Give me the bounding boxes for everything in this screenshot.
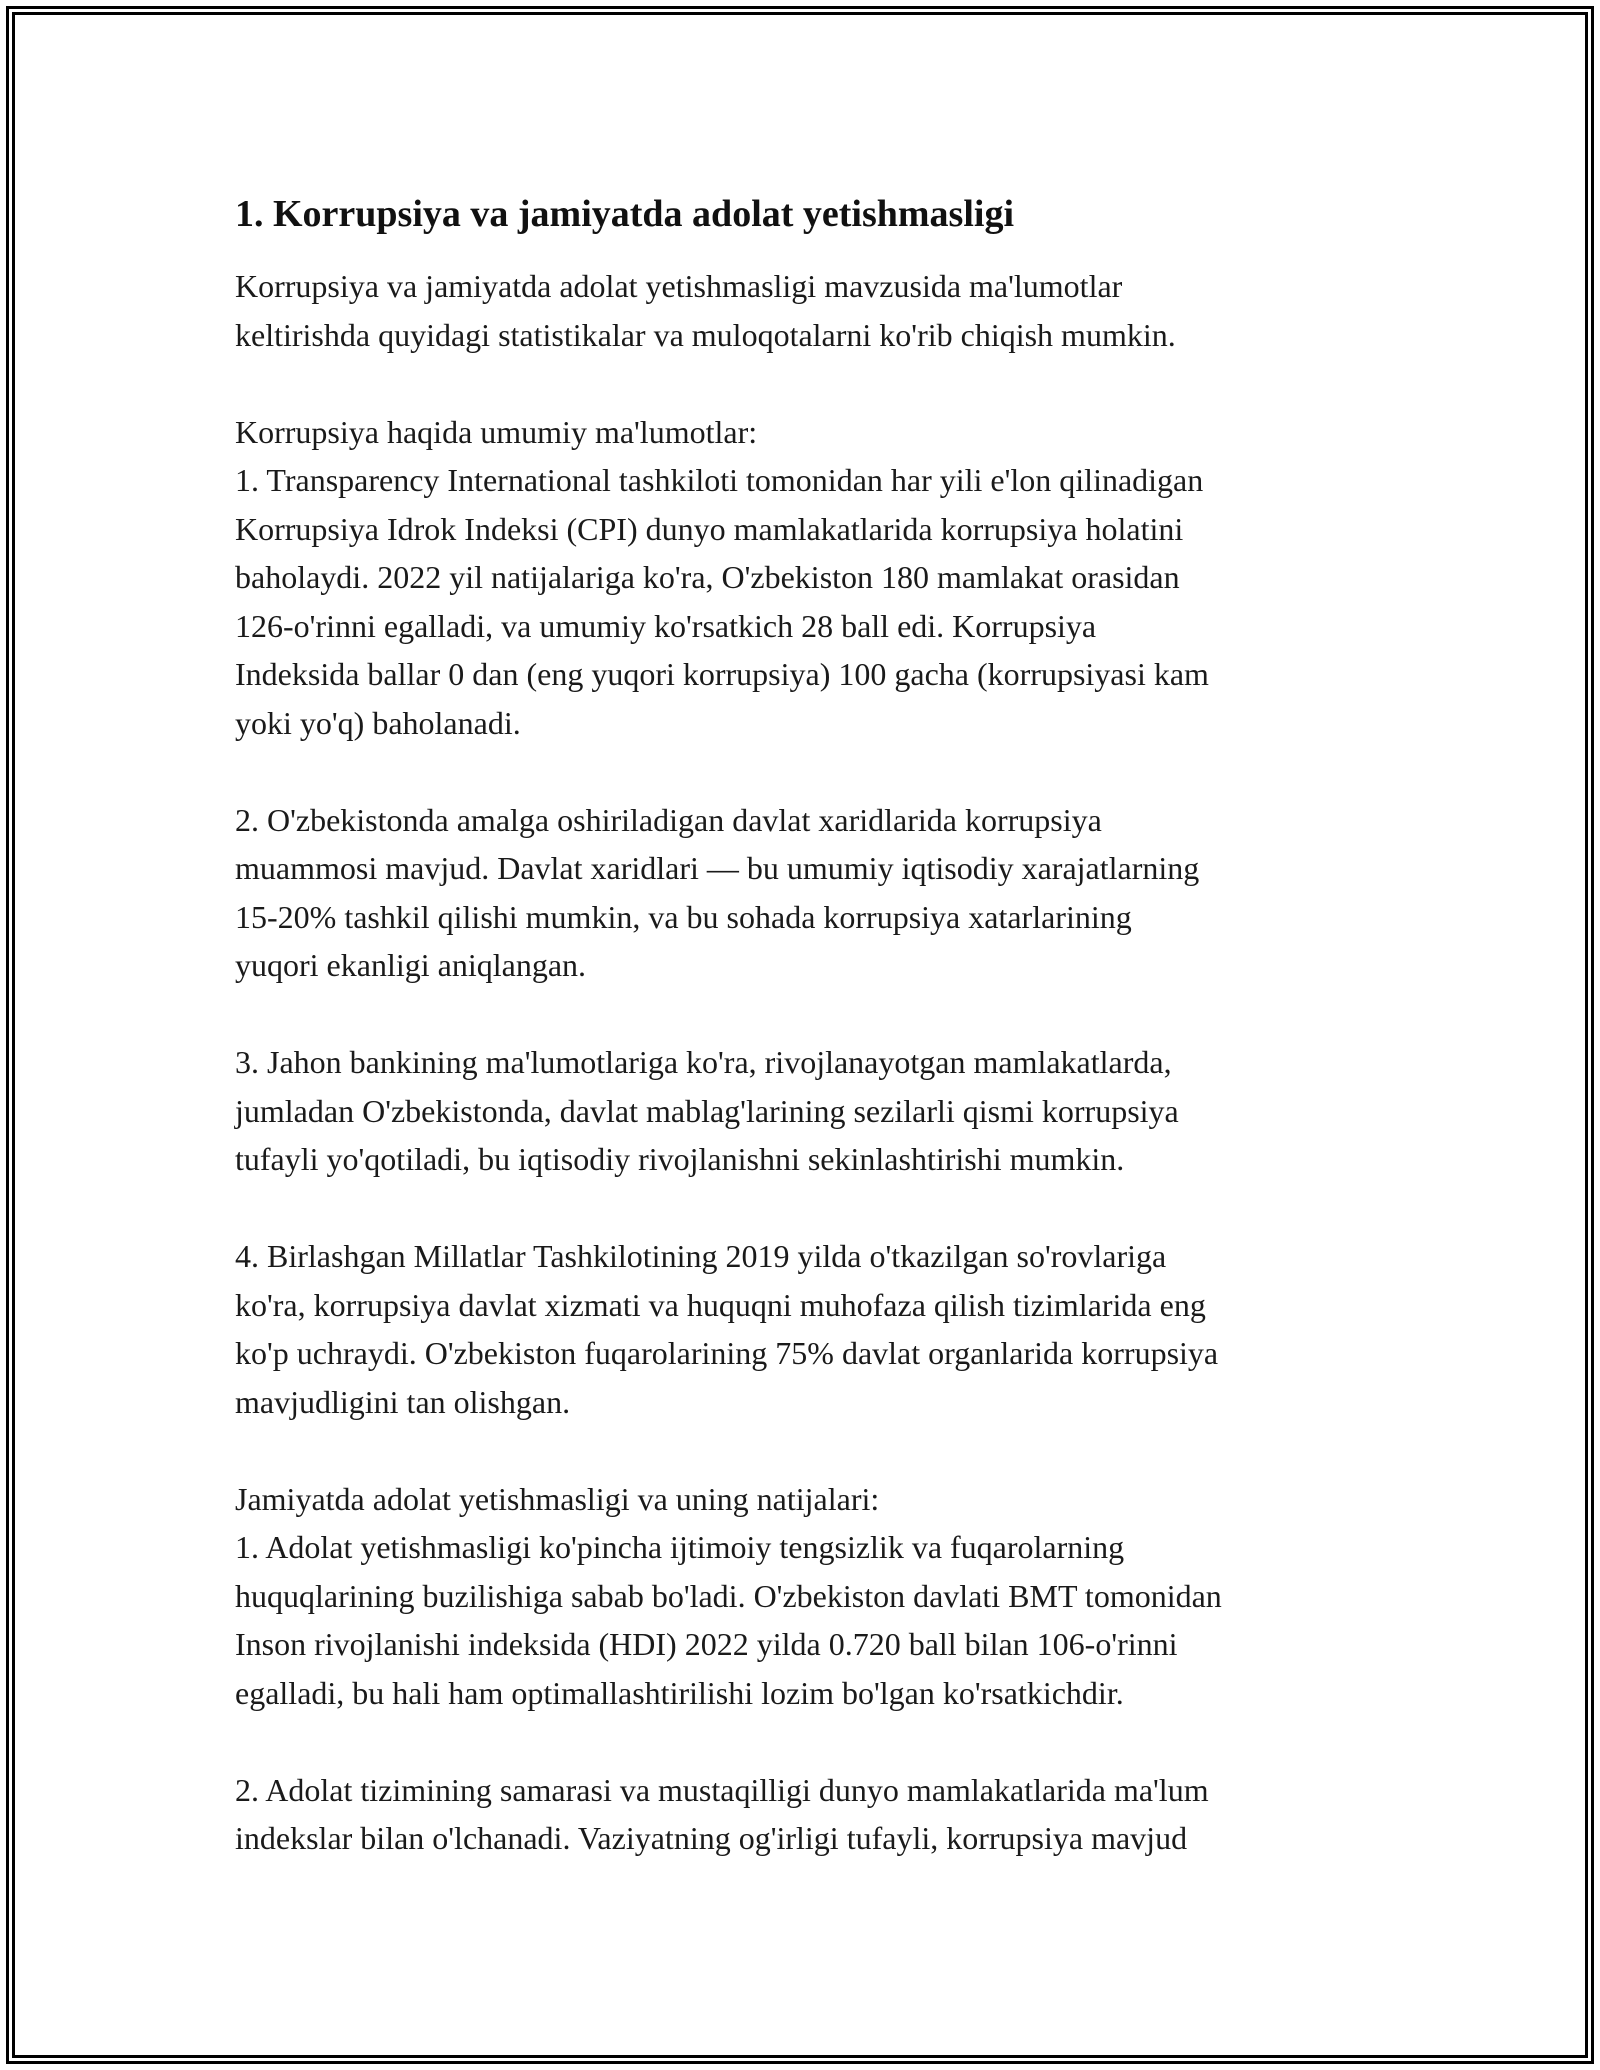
document-title: 1. Korrupsiya va jamiyatda adolat yetishmasligi [235, 193, 1015, 235]
paragraph-justice-system: 2. Adolat tizimining samarasi va mustaqilligi dunyo mamlakatlarida ma'lum indekslar bilan o'lchanadi. Vaziyatning og'irligi tufayli, korrupsiya mavjud [235, 1771, 1209, 1856]
paragraph-world-bank: 3. Jahon bankining ma'lumotlariga ko'ra, rivojlanayotgan mamlakatlarda, jumladan O'zbekistonda, davlat mablag'larining sezilarli qismi korrupsiya tufayli yo'qotiladi, bu iqtisodiy rivojlanishni sekinlashtirishi mumkin. [235, 1044, 1179, 1177]
paragraph-public-procurement: 2. O'zbekistonda amalga oshiriladigan davlat xaridlarida korrupsiya muammosi mavjud. Davlat xaridlari — bu umumiy iqtisodiy xarajatlarning 15-20% tashkil qilishi mumkin, va bu sohada korrupsiya xatarlarining yuqori ekanligi aniqlangan. [235, 801, 1200, 983]
paragraph-corruption-overview: Korrupsiya haqida umumiy ma'lumotlar: 1. Transparency International tashkiloti tomonidan har yili e'lon qilinadigan Korrupsiya Idrok Indeksi (CPI) dunyo mamlakatlarida korrupsiya holatini baholaydi. 2022 yil natijalariga ko'ra, O'zbekiston 180 mamlakat orasidan 126-o'rinni egalladi, va umumiy ko'rsatkich 28 ball edi. Korrupsiya Indeksida ballar 0 dan (eng yuqori korrupsiya) 100 gacha (korrupsiyasi kam yoki yo'q) baholanadi. [235, 413, 1209, 741]
paragraph-justice-deficit: Jamiyatda adolat yetishmasligi va uning natijalari: 1. Adolat yetishmasligi ko'pincha ijtimoiy tengsizlik va fuqarolarning huquqlarining buzilishiga sabab bo'ladi. O'zbekiston davlati BMT tomonidan Inson rivojlanishi indeksida (HDI) 2022 yilda 0.720 ball bilan 106-o'rinni egalladi, bu hali ham optimallashtirilishi lozim bo'lgan ko'rsatkichdir. [235, 1480, 1222, 1711]
document-body [235, 186, 1375, 1863]
paragraph-intro: Korrupsiya va jamiyatda adolat yetishmasligi mavzusida ma'lumotlar keltirishda quyidagi statistikalar va muloqotalarni ko'rib chiqish mumkin. [235, 268, 1176, 353]
paragraph-un-survey: 4. Birlashgan Millatlar Tashkilotining 2019 yilda o'tkazilgan so'rovlariga ko'ra, korrupsiya davlat xizmati va huquqni muhofaza qilish tizimlarida eng ko'p uchraydi. O'zbekiston fuqarolarining 75% davlat organlarida korrupsiya mavjudligini tan olishgan. [235, 1238, 1219, 1420]
